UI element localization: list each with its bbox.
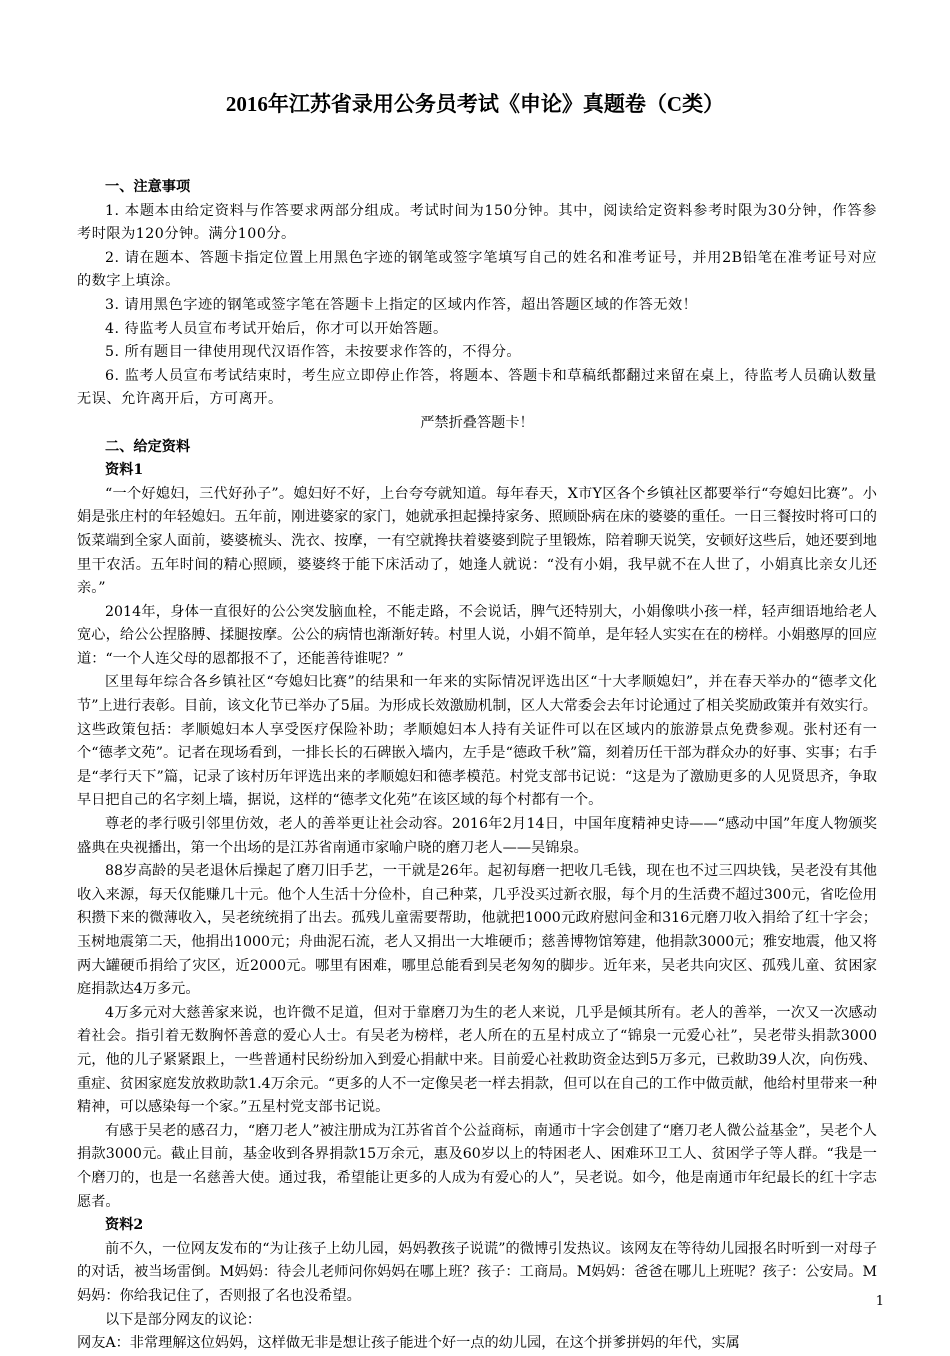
- paragraph: 区里每年综合各乡镇社区“夸媳妇比赛”的结果和一年来的实际情况评选出区“十大孝顺媳妇”，并在春天举办的“德孝文化节”上进行表彰。目前，该文化节已举办了5届。为形成长效激励机制，区人大常委会去年讨论通过了相关奖励政策并有效实行。这些政策包括：孝顺媳妇本人享受医疗保险补助；孝顺媳妇本人持有关证件可以在区域内的旅游景点免费参观。张村还有一个“德孝文苑”。记者在现场看到，一排长长的石碑嵌入墙内，左手是“德政千秋”篇，刻着历任干部为群众办的好事、实事；右手是“孝行天下”篇，记录了该村历年评选出来的孝顺媳妇和德孝模范。村党支部书记说：“这是为了激励更多的人见贤思齐，争取早日把自己的名字刻上墙，据说，这样的“德孝文化苑”在该区域的每个村都有一个。: [77, 674, 877, 809]
- notice-item: 6. 监考人员宣布考试结束时，考生应立即停止作答，将题本、答题卡和草稿纸都翻过来留在桌上，待监考人员确认数量无误、允许离开后，方可离开。: [77, 367, 877, 408]
- notice-list: [77, 200, 877, 412]
- document-body: [77, 176, 877, 1356]
- page-title: 2016年江苏省录用公务员考试《申论》真题卷（C类）: [225, 92, 725, 116]
- paragraph: 有感于吴老的感召力，“磨刀老人”被注册成为江苏省首个公益商标，南通市十字会创建了“磨刀老人微公益基金”，吴老个人捐款3000元。截止目前，基金收到各界捐款15万余元，惠及60岁以上的特困老人、困难环卫工人、贫困学子等人群。“我是一个磨刀的，也是一名慈善大使。通过我，希望能让更多的人成为有爱心的人”，吴老说。如今，他是南通市年纪最长的红十字志愿者。: [77, 1122, 877, 1210]
- notice-item: 3. 请用黑色字迹的钢笔或签字笔在答题卡上指定的区域内作答，超出答题区域的作答无效！: [105, 296, 698, 313]
- section-heading-materials: 二、给定资料: [105, 438, 191, 455]
- paragraph: 以下是部分网友的议论：: [105, 1311, 262, 1328]
- notice-item: 5. 所有题目一律使用现代汉语作答，未按要求作答的，不得分。: [105, 344, 522, 361]
- page-number: 1: [875, 1294, 884, 1309]
- paragraph: 2014年，身体一直很好的公公突发脑血栓，不能走路，不会说话，脾气还特别大，小娟像哄小孩一样，轻声细语地给老人宽心，给公公捏胳膊、揉腿按摩。公公的病情也渐渐好转。村里人说，小娟不简单，是年轻人实实在在的榜样。小娟憨厚的回应道：“一个人连父母的恩都报不了，还能善待谁呢？”: [77, 603, 877, 667]
- notice-item: 4. 待监考人员宣布考试开始后，你才可以开始答题。: [105, 320, 448, 337]
- paragraph: 尊老的孝行吸引邻里仿效，老人的善举更让社会动容。2016年2月14日，中国年度精神史诗——“感动中国”年度人物颁奖盛典在央视播出，第一个出场的是江苏省南通市家喻户晓的磨刀老人——吴锦泉。: [77, 816, 877, 856]
- paragraph: “一个好媳妇，三代好孙子”。媳妇好不好，上台夸夸就知道。每年春天，X市Y区各个乡镇社区都要举行“夸媳妇比赛”。小娟是张庄村的年轻媳妇。五年前，刚进婆家的家门，她就承担起操持家务、照顾卧病在床的婆婆的重任。一日三餐按时将可口的饭菜端到全家人面前，婆婆梳头、洗衣、按摩，一有空就搀扶着婆婆到院子里锻炼，陪着聊天说笑，安顿好这些后，她还要到地里干农活。五年时间的精心照顾，婆婆终于能下床活动了，她逢人就说：“没有小娟，我早就不在人世了，小娟真比亲女儿还亲。”: [77, 485, 877, 597]
- notice-item: 2. 请在题本、答题卡指定位置上用黑色字迹的钢笔或签字笔填写自己的姓名和准考证号，并用2B铅笔在准考证号对应的数字上填涂。: [77, 249, 877, 290]
- paragraph: 88岁高龄的吴老退休后操起了磨刀旧手艺，一干就是26年。起初每磨一把收几毛钱，现在也不过三四块钱，吴老没有其他收入来源，每天仅能赚几十元。他个人生活十分俭朴，自己种菜，几乎没买过新衣服，每个月的生活费不超过300元，省吃俭用积攒下来的微薄收入，吴老统统捐了出去。孤残儿童需要帮助，他就把1000元政府慰问金和316元磨刀收入捐给了红十字会；玉树地震第二天，他捐出1000元；舟曲泥石流，老人又捐出一大堆硬币；慈善博物馆筹建，他捐款3000元；雅安地震，他又将两大罐硬币捐给了灾区，近2000元。哪里有困难，哪里总能看到吴老匆匆的脚步。近年来，吴老共向灾区、孤残儿童、贫困家庭捐款达4万多元。: [77, 863, 877, 998]
- paragraph: 网友A：非常理解这位妈妈，这样做无非是想让孩子能进个好一点的幼儿园，在这个拼爹拼妈的年代，实属: [77, 1335, 740, 1352]
- paragraph: 4万多元对大慈善家来说，也许微不足道，但对于靠磨刀为生的老人来说，几乎是倾其所有。老人的善举，一次又一次感动着社会。指引着无数胸怀善意的爱心人士。有吴老为榜样，老人所在的五星村成立了“锦泉一元爱心社”，吴老带头捐款3000元，他的儿子紧紧跟上，一些普通村民纷纷加入到爱心捐献中来。目前爱心社救助资金达到5万多元，已救助39人次，向伤残、重症、贫困家庭发放救助款1.4万余元。“更多的人不一定像吴老一样去捐款，但可以在自己的工作中做贡献，他给村里带来一种精神，可以感染每一个家。”五星村党支部书记说。: [77, 1004, 877, 1116]
- warning-text: 严禁折叠答题卡！: [420, 414, 534, 431]
- material1-heading: 资料1: [105, 462, 144, 479]
- section-heading-notice: 一、注意事项: [105, 179, 191, 195]
- material2-heading: 资料2: [105, 1217, 144, 1234]
- notice-item: 1. 本题本由给定资料与作答要求两部分组成。考试时间为150分钟。其中，阅读给定资料参考时限为30分钟，作答参考时限为120分钟。满分100分。: [77, 202, 877, 243]
- paragraph: 前不久，一位网友发布的“为让孩子上幼儿园，妈妈教孩子说谎”的微博引发热议。该网友在等待幼儿园报名时听到一对母子的对话，被当场雷倒。M妈妈：待会儿老师问你妈妈在哪上班？孩子：工商局。M妈妈：爸爸在哪儿上班呢？孩子：公安局。M妈妈：你给我记住了，否则报了名也没希望。: [77, 1240, 877, 1304]
